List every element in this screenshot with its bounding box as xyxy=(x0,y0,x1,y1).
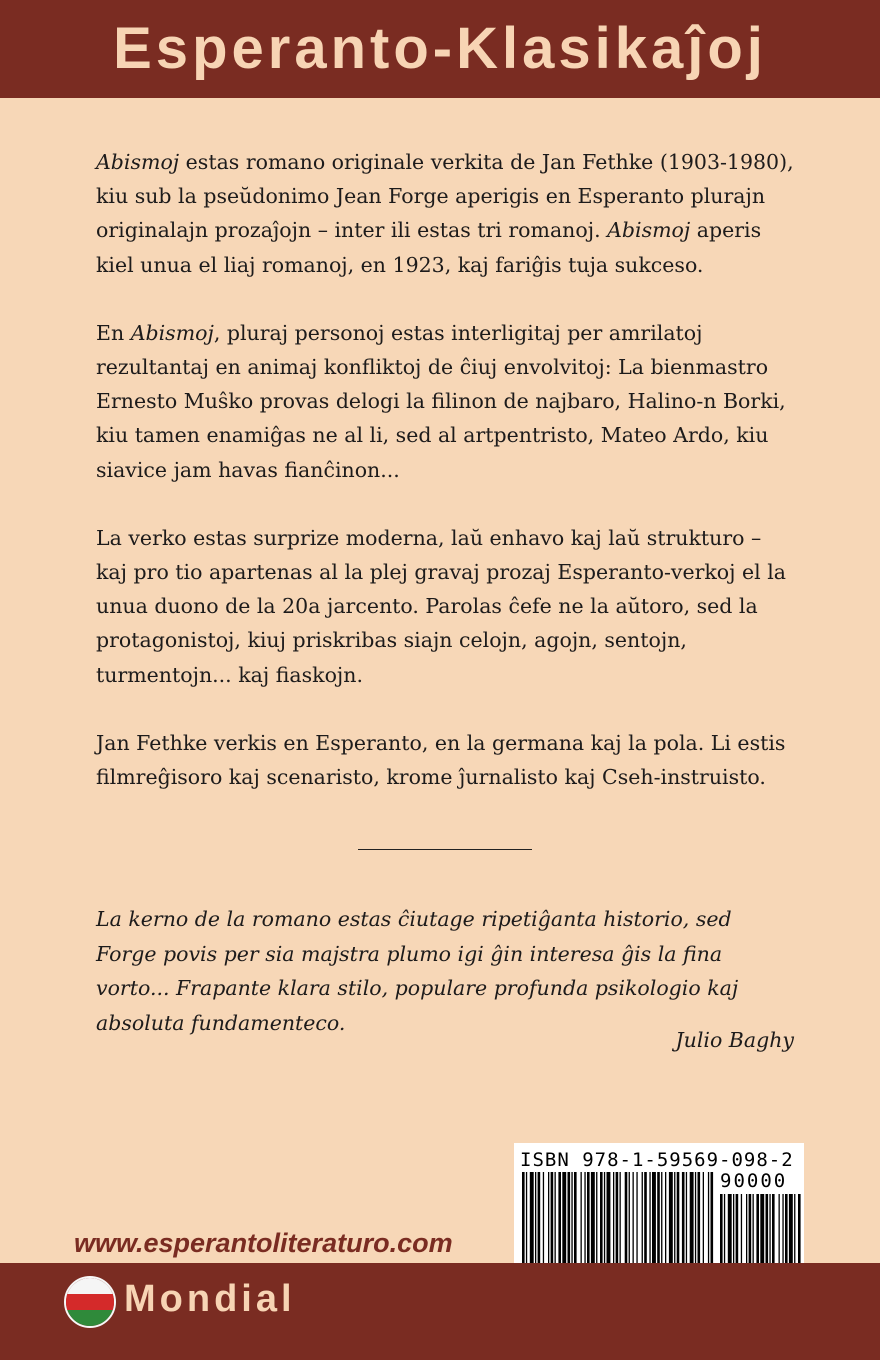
price-code: 90000 xyxy=(720,1170,788,1192)
series-title: Esperanto-Klasikaĵoj xyxy=(113,16,767,81)
p2-run-0: En xyxy=(96,320,131,345)
publisher-name: Mondial xyxy=(124,1278,296,1320)
p1-run-0: Abismoj xyxy=(96,150,180,174)
publisher-logo-icon xyxy=(64,1276,116,1328)
quote-author: Julio Baghy xyxy=(675,1028,794,1052)
p2-run-2: , pluraj personoj estas interligitaj per amrilatoj rezultantaj en animaj konfliktoj de ĉiuj envolvitoj: La bienmastro Ernesto Muŝko provas delogi la filinon de najbaro, Halino-n Borki, kiu tamen enamiĝas ne al li, sed al artpentristo, Mateo Ardo, kiu siavice jam havas fianĉinon... xyxy=(96,320,786,482)
p1-run-3: aperis kiel unua el liaj romanoj, en 1923, kaj fariĝis tuja sukceso. xyxy=(96,218,762,277)
p1-run-2: Abismoj xyxy=(607,218,691,243)
p1-run-1: estas romano originale verkita de Jan Fethke (1903-1980), kiu sub la pseŭdonimo Jean Forge aperigis en Esperanto plurajn originalajn prozaĵojn – inter ili estas tri romanoj. xyxy=(96,150,794,243)
isbn-label: ISBN 978-1-59569-098-2 xyxy=(520,1149,794,1171)
logo-band-middle xyxy=(66,1294,114,1310)
website-link[interactable]: www.esperantoliteraturo.com xyxy=(74,1228,453,1258)
p2-run-1: Abismoj xyxy=(130,320,214,345)
review-quote: La kerno de la romano estas ĉiutage ripetiĝanta historio, sed Forge povis per sia majstra plumo igi ĝin interesa ĝis la fina vorto... Frapante klara stilo, populare profunda psikologio kaj absoluta fundamenteco. xyxy=(96,907,739,1035)
blurb-paragraph-3: La verko estas surprize moderna, laŭ enhavo kaj laŭ strukturo – kaj pro tio apartenas al la plej gravaj prozaj Esperanto-verkoj el la unua duono de la 20a jarcento. Parolas ĉefe ne la aŭtoro, sed la protagonistoj, kiuj priskribas siajn celojn, agojn, sentojn, turmentojn... kaj fiaskojn. xyxy=(96,525,787,687)
blurb-paragraph-4: Jan Fethke verkis en Esperanto, en la germana kaj la pola. Li estis filmreĝisoro kaj scenaristo, krome ĵurnalisto kaj Cseh-instruisto. xyxy=(96,730,786,790)
